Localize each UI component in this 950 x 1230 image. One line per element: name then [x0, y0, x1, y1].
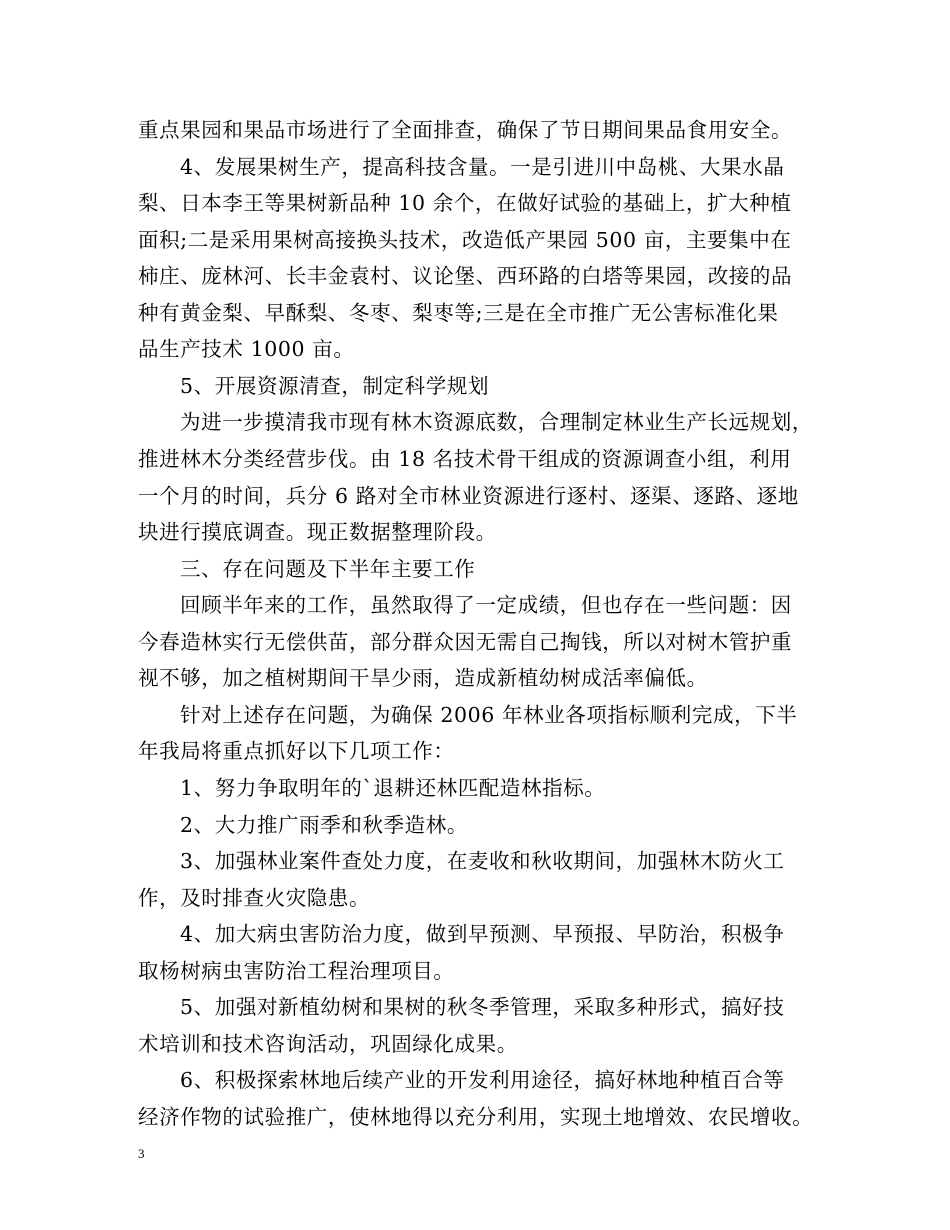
text-line: 推进林木分类经营步伐。由 18 名技术骨干组成的资源调查小组，利用: [138, 447, 792, 471]
text-line: 年我局将重点抓好以下几项工作：: [138, 739, 455, 764]
section-heading: 5、开展资源清查，制定科学规划: [180, 373, 490, 398]
text-line: 梨、日本李王等果树新品种 10 余个，在做好试验的基础上，扩大种植: [138, 191, 792, 216]
list-item: 6、积极探索林地后续产业的开发利用途径，搞好林地种植百合等: [180, 1068, 785, 1093]
page-number: 3: [138, 1146, 145, 1161]
text-line: 品生产技术 1000 亩。: [138, 337, 355, 362]
text-line: 一个月的时间，兵分 6 路对全市林业资源进行逐村、逐渠、逐路、逐地: [138, 483, 799, 508]
text-line: 柿庄、庞林河、长丰金袁村、议论堡、西环路的白塔等果园，改接的品: [138, 264, 793, 289]
list-item: 3、加强林业案件查处力度，在麦收和秋收期间，加强林木防火工: [180, 849, 785, 874]
text-line: 面积;二是采用果树高接换头技术，改造低产果园 500 亩，主要集中在: [138, 227, 792, 252]
text-line: 为进一步摸清我市现有林木资源底数，合理制定林业生产长远规划，: [180, 410, 813, 435]
text-line: 今春造林实行无偿供苗，部分群众因无需自己掏钱，所以对树木管护重: [138, 629, 793, 654]
text-line: 重点果园和果品市场进行了全面排查，确保了节日期间果品食用安全。: [138, 118, 793, 142]
list-item-continuation: 取杨树病虫害防治工程治理项目。: [138, 958, 455, 983]
list-item: 4、加大病虫害防治力度，做到早预测、早预报、早防治，积极争: [180, 922, 785, 947]
section-heading: 三、存在问题及下半年主要工作: [180, 556, 476, 581]
list-item-continuation: 作，及时排查火灾隐患。: [138, 885, 371, 910]
text-line: 回顾半年来的工作，虽然取得了一定成绩，但也存在一些问题：因: [180, 593, 792, 618]
list-item: 5、加强对新植幼树和果树的秋冬季管理，采取多种形式，搞好技: [180, 995, 785, 1020]
list-item-continuation: 术培训和技术咨询活动，巩固绿化成果。: [138, 1031, 518, 1056]
text-line: 种有黄金梨、早酥梨、冬枣、梨枣等;三是在全市推广无公害标准化果: [138, 300, 779, 325]
list-item: 1、努力争取明年的`退耕还林匹配造林指标。: [180, 776, 606, 800]
text-line: 4、发展果树生产，提高科技含量。一是引进川中岛桃、大果水晶: [180, 154, 785, 179]
text-line: 针对上述存在问题，为确保 2006 年林业各项指标顺利完成，下半: [180, 702, 798, 727]
text-line: 视不够，加之植树期间干旱少雨，造成新植幼树成活率偏低。: [138, 666, 708, 691]
list-item-continuation: 经济作物的试验推广，使林地得以充分利用，实现土地增效、农民增收。: [138, 1105, 814, 1129]
text-line: 块进行摸底调查。现正数据整理阶段。: [138, 520, 497, 545]
list-item: 2、大力推广雨季和秋季造林。: [180, 812, 468, 837]
